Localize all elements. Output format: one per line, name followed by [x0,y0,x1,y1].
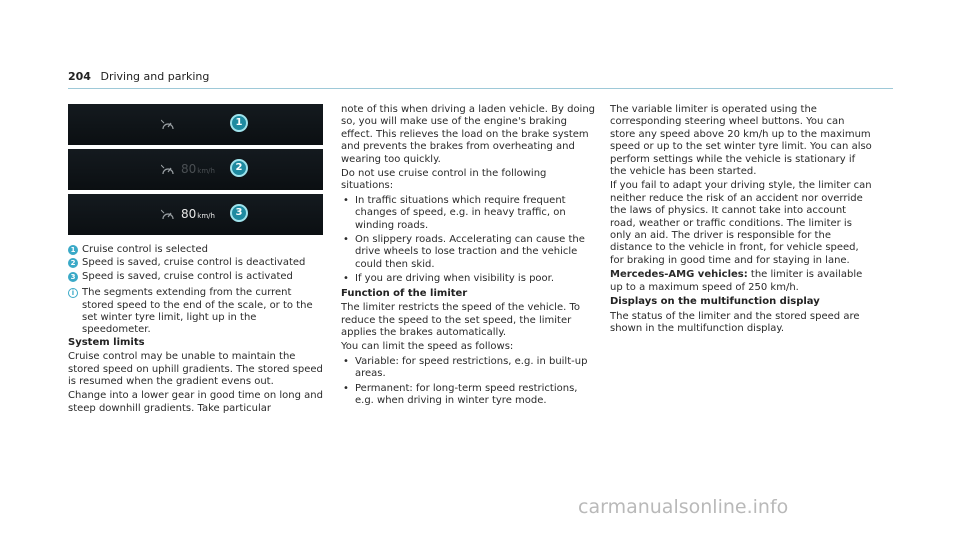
note: i The segments extending from the current stored speed to the end of the scale, or to the set winter tyre limit, light up in the speedometer. [68,287,326,337]
section-heading: Function of the limiter [341,287,468,299]
paragraph: If you fail to adapt your driving style, the limiter can neither reduce the risk of an accident nor override the laws of physics. It cannot take into account road, weather or traffic conditions. The limiter is only an aid. The driver is responsible for the distance to the vehicle in front, for vehicle speed, for braking in good time and for staying in lane. [610,180,872,266]
paragraph: The variable limiter is operated using the corresponding steering wheel buttons. You can store any speed above 20 km/h up to the maximum speed or up to the set winter tyre limit. You can also perform settings while the vehicle is stationary if the vehicle has been started. [610,104,872,178]
stored-speed: 80km/h [181,162,215,176]
legend-item: 3 Speed is saved, cruise control is activated [68,271,326,283]
bullet-icon: • [343,194,349,206]
paragraph: Change into a lower gear in good time on long and steep downhill gradients. Take particular [68,390,323,414]
list-item: • Permanent: for long-term speed restrictions, e.g. when driving in winter tyre mode. [343,382,578,406]
amg-label: Mercedes-AMG vehicles: [610,269,748,281]
list-item: • On slippery roads. Accelerating can cause the drive wheels to lose traction and the vehicle could then skid. [343,234,585,270]
list-item: • In traffic situations which require frequent changes of speed, e.g. in heavy traffic, on winding roads. [343,194,566,231]
legend-item: 1 Cruise control is selected [68,244,326,256]
bullet-icon: • [343,234,349,246]
callout-1: 1 [230,114,248,132]
chapter-title: Driving and parking [100,70,210,83]
number-badge: 2 [68,258,78,268]
column-2 [341,104,599,409]
section-heading: System limits [68,336,145,348]
column-3 [610,104,872,337]
paragraph: Mercedes-AMG vehicles: the limiter is available up to a maximum speed of 250 km/h. [610,269,863,293]
info-icon: i [68,288,78,298]
header-rule [68,88,893,89]
list-item: • If you are driving when visibility is poor. [343,273,555,285]
paragraph: The limiter restricts the speed of the vehicle. To reduce the speed to the set speed, the limiter applies the brakes automatically. [341,302,580,338]
page-number: 204 [68,70,91,83]
display-panel-3 [68,194,323,235]
paragraph: Do not use cruise control in the following situations: [341,168,547,192]
paragraph: The status of the limiter and the stored speed are shown in the multifunction display. [610,310,860,334]
paragraph: You can limit the speed as follows: [341,341,514,353]
column-1 [68,244,326,417]
callout-2: 2 [230,159,248,177]
bullet-icon: • [343,273,349,285]
page-header [68,70,209,83]
cruise-gauge-icon [161,119,175,131]
legend-item: 2 Speed is saved, cruise control is deactivated [68,257,326,269]
cruise-display-figure [68,104,323,234]
bullet-icon: • [343,355,349,367]
stored-speed: 80km/h [181,207,215,221]
section-heading: Displays on the multifunction display [610,296,820,308]
watermark: carmanualsonline.info [578,496,789,518]
cruise-gauge-icon [161,209,175,221]
paragraph: Cruise control may be unable to maintain the stored speed on uphill gradients. The stored speed is resumed when the gradient evens out. [68,351,323,388]
display-panel-2 [68,149,323,190]
number-badge: 3 [68,272,78,282]
paragraph: note of this when driving a laden vehicle. By doing so, you will make use of the engine's braking effect. This relieves the load on the brake system and prevents the brakes from overheating and wearing too quickly. [341,104,596,165]
cruise-gauge-icon [161,164,175,176]
callout-3: 3 [230,204,248,222]
list-item: • Variable: for speed restrictions, e.g. in built-up areas. [343,355,588,380]
bullet-icon: • [343,382,349,394]
display-panel-1 [68,104,323,145]
number-badge: 1 [68,245,78,255]
